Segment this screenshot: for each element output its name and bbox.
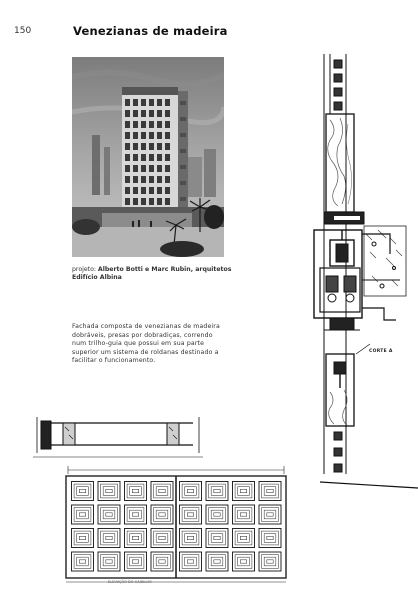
louver-panel-frame (187, 513, 193, 516)
plan-section-drawing (33, 413, 203, 461)
louver-panel-frame (267, 513, 273, 516)
louver-panel-frame (159, 536, 165, 539)
page-number: 150 (14, 26, 32, 36)
louver-panel-frame (106, 489, 112, 492)
louver-panel-frame (159, 560, 165, 563)
louver-panel-frame (130, 534, 142, 543)
louver-panel-frame (238, 510, 250, 519)
louver-panel-frame (79, 536, 85, 539)
louver-panel-frame (264, 534, 276, 543)
louver-panel-frame (238, 534, 250, 543)
louver-panel-frame (156, 534, 168, 543)
louver-panel-frame (156, 487, 168, 496)
louver-panel-frame (240, 489, 246, 492)
section-label: CORTE A (369, 349, 393, 354)
louver-panel-frame (77, 487, 89, 496)
louver-panel-frame (103, 510, 115, 519)
louver-panel-frame (106, 536, 112, 539)
louver-panel-frame (211, 534, 223, 543)
louver-panel-frame (214, 536, 220, 539)
louver-panel-frame (264, 510, 276, 519)
louver-panel-frame (211, 487, 223, 496)
louver-panel-frame (132, 536, 138, 539)
louver-panel-frame (103, 534, 115, 543)
louver-panel-frame (159, 489, 165, 492)
louver-panel-frame (132, 513, 138, 516)
louver-panel-frame (187, 489, 193, 492)
building-illustration (72, 57, 224, 257)
louver-panel-frame (159, 513, 165, 516)
louver-panel-frame (185, 557, 197, 566)
caption-prefix: projeto: (72, 266, 96, 273)
louver-panel-frame (240, 513, 246, 516)
louver-panel-frame (264, 487, 276, 496)
louver-panel-frame (267, 489, 273, 492)
caption-building: Edifício Albina (72, 274, 122, 281)
louver-panel-frame (103, 487, 115, 496)
louver-panel-frame (156, 557, 168, 566)
louver-panel-frame (267, 560, 273, 563)
louver-panel-frame (214, 560, 220, 563)
louver-panel-frame (187, 536, 193, 539)
building-photo (72, 57, 224, 257)
louver-panel-frame (214, 489, 220, 492)
elevation-note: ELEVAÇÃO DO CAIXILHO (108, 580, 152, 584)
louver-panel-frame (103, 557, 115, 566)
louver-panel-frame (130, 510, 142, 519)
louver-panel-frame (77, 510, 89, 519)
louver-panel-frame (187, 560, 193, 563)
louver-panel-frame (185, 487, 197, 496)
louver-panel-frame (79, 560, 85, 563)
louver-panel-frame (240, 560, 246, 563)
louver-panel-frame (240, 536, 246, 539)
page-title: Venezianas de madeira (73, 24, 228, 38)
louver-panel-frame (214, 513, 220, 516)
louver-panel-frame (77, 534, 89, 543)
description-paragraph: Fachada composta de venezianas de madeira dobráveis, presas por dobradiças, correndo num trilho-guia que possui em sua parte superior um sistema de roldanas destinado a facilitar o funcionamento. (72, 323, 220, 365)
louver-panel-frame (185, 510, 197, 519)
louver-panel-frame (185, 534, 197, 543)
louver-panel-frame (130, 487, 142, 496)
louver-panel-frame (132, 489, 138, 492)
louver-panel-frame (106, 560, 112, 563)
caption-authors: Alberto Botti e Marc Rubin, arquitetos (97, 266, 232, 273)
louver-panel-frame (106, 513, 112, 516)
photo-caption (72, 266, 242, 282)
louver-panel-frame (211, 557, 223, 566)
louver-elevation-drawing (60, 464, 292, 586)
louver-panel-frame (79, 513, 85, 516)
louver-panel-frame (79, 489, 85, 492)
louver-panel-frame (77, 557, 89, 566)
louver-panel-frame (267, 536, 273, 539)
louver-panel-frame (238, 487, 250, 496)
louver-panel-frame (238, 557, 250, 566)
louver-panel-frame (264, 557, 276, 566)
louver-panel-frame (132, 560, 138, 563)
louver-panel-frame (156, 510, 168, 519)
louver-panel-frame (211, 510, 223, 519)
louver-panel-frame (130, 557, 142, 566)
vertical-section-drawing (300, 54, 418, 489)
